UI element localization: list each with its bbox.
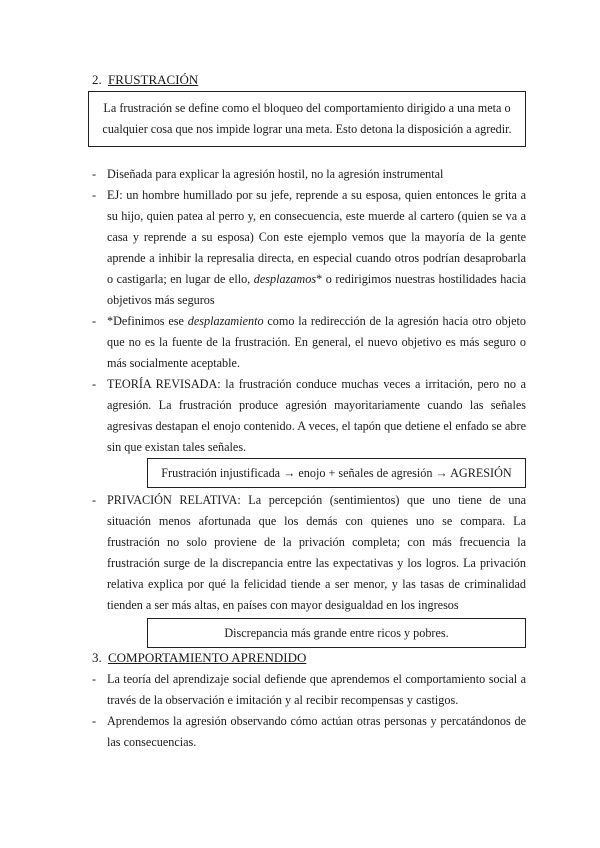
list-item bbox=[92, 490, 526, 616]
emphasis-desplazamiento: desplazamiento bbox=[187, 314, 264, 328]
discrepancy-box: Discrepancia más grande entre ricos y pobres. bbox=[147, 618, 526, 648]
bullet-text: La teoría del aprendizaje social defiende que aprendemos el comportamiento social a través de la observación e imitación y al recibir recompensas y castigos. bbox=[107, 672, 526, 707]
bullet-dash: - bbox=[92, 188, 97, 202]
definition-line-2: cualquier cosa que nos impide lograr una meta. Esto detona la disposición a agredir. bbox=[102, 122, 512, 136]
section-heading-frustracion bbox=[92, 72, 198, 88]
bullet-dash: - bbox=[92, 167, 97, 181]
bullet-text: PRIVACIÓN RELATIVA: La percepción (sentimientos) que uno tiene de una situación menos afortunada que los demás con quienes uno se compara. La frustración no solo proviene de la privación completa; con más frecuencia la frustración surge de la discrepancia entre las expectativas y los logros. La privación relativa explica por qué la felicidad tiende a ser menor, y las tasas de criminalidad tienden a ser más altas, en países con mayor desigualdad en los ingresos bbox=[107, 493, 526, 612]
bullet-text: Aprendemos la agresión observando cómo actúan otras personas y percatándonos de las consecuencias. bbox=[107, 714, 526, 749]
bullet-dash: - bbox=[92, 314, 97, 328]
definition-box bbox=[88, 91, 526, 147]
list-item bbox=[92, 669, 526, 711]
definition-line-1: La frustración se define como el bloqueo del comportamiento dirigido a una meta o bbox=[103, 101, 511, 115]
bullet-text: EJ: un hombre humillado por su jefe, reprende a su esposa, quien entonces le grita a su hijo, quien patea al perro y, en consecuencia, este muerde al cartero (quien se va a casa y reprende a su esposa) Con este ejemplo vemos que la mayoría de la gente aprende a inhibir la represalia directa, en especial cuando otros podrían desaprobarla o castigarla; en lugar de ello, desplazamos* o redirigimos nuestras hostilidades hacia objetivos más seguros bbox=[107, 188, 526, 307]
list-item bbox=[92, 164, 526, 185]
bullet-text: TEORÍA REVISADA: la frustración conduce muchas veces a irritación, pero no a agresión. La frustración produce agresión mayoritariamente cuando las señales agresivas destapan el enojo contenido. A veces, el tapón que detiene el enfado se abre sin que existan tales señales. bbox=[107, 377, 526, 454]
formula-box: Frustración injustificada → enojo + señales de agresión → AGRESIÓN bbox=[147, 458, 526, 488]
section-number: 2. bbox=[92, 72, 102, 87]
list-item bbox=[92, 311, 526, 374]
bullet-text: *Definimos ese desplazamiento como la redirección de la agresión hacia otro objeto que no es la fuente de la frustración. En general, el nuevo objetivo es más seguro o más socialmente aceptable. bbox=[107, 314, 526, 370]
list-item bbox=[92, 185, 526, 311]
section-title: FRUSTRACIÓN bbox=[108, 72, 199, 87]
bullet-text: Diseñada para explicar la agresión hostil, no la agresión instrumental bbox=[107, 167, 444, 181]
bullet-dash: - bbox=[92, 493, 97, 507]
section-title: COMPORTAMIENTO APRENDIDO bbox=[108, 650, 307, 665]
section-heading-comportamiento bbox=[92, 650, 306, 666]
list-item bbox=[92, 374, 526, 458]
bullet-dash: - bbox=[92, 714, 97, 728]
bullet-dash: - bbox=[92, 377, 97, 391]
list-item bbox=[92, 711, 526, 753]
section-number: 3. bbox=[92, 650, 102, 665]
emphasis-desplazamos: desplazamos bbox=[253, 272, 317, 286]
bullet-dash: - bbox=[92, 672, 97, 686]
